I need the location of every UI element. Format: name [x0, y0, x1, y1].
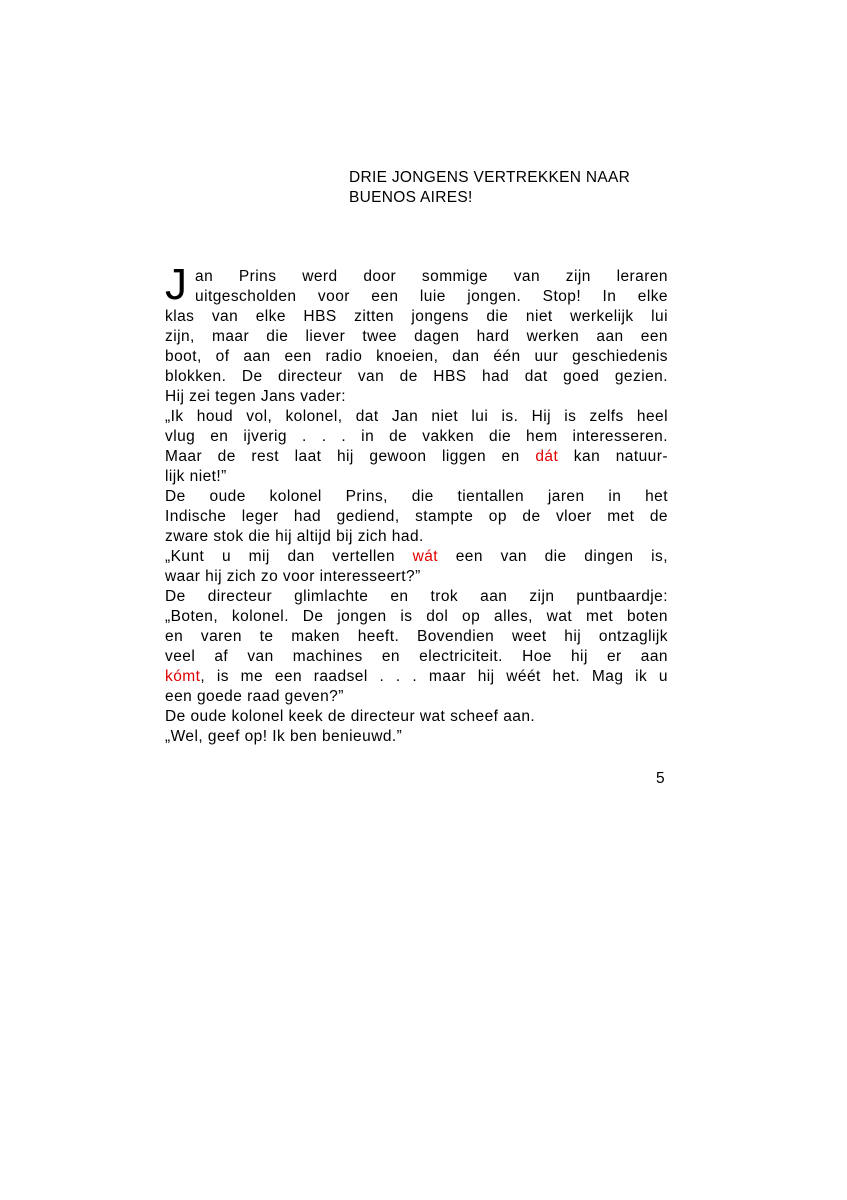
body-text — [165, 260, 668, 747]
text-line: veel af van machines en electriciteit. Hoe hij er aan — [165, 648, 668, 665]
text-line: Hij zei tegen Jans vader: — [165, 388, 346, 405]
emphasis-word: kómt — [165, 668, 201, 685]
text-segment: „Kunt u mij dan vertellen — [165, 548, 413, 565]
text-line: Indische leger had gediend, stampte op de vloer met de — [165, 508, 668, 525]
text-line: lijk niet!” — [165, 468, 227, 485]
chapter-title-line-2: BUENOS AIRES! — [349, 189, 473, 206]
page-number: 5 — [656, 770, 665, 787]
text-segment: een van die dingen is, — [438, 548, 668, 565]
text-line: zware stok die hij altijd bij zich had. — [165, 528, 424, 545]
text-segment: , is me een raadsel . . . maar hij wéét het. Mag ik u — [200, 668, 668, 685]
text-line: vlug en ijverig . . . in de vakken die hem interesseren. — [165, 428, 668, 445]
text-line — [165, 447, 668, 467]
text-line: De oude kolonel keek de directeur wat scheef aan. — [165, 708, 536, 725]
text-line: „Boten, kolonel. De jongen is dol op alles, wat met boten — [165, 608, 668, 625]
text-line: zijn, maar die liever twee dagen hard werken aan een — [165, 328, 668, 345]
text-line: De directeur glimlachte en trok aan zijn puntbaardje: — [165, 588, 668, 605]
text-line: De oude kolonel Prins, die tientallen jaren in het — [165, 488, 668, 505]
text-line: waar hij zich zo voor interesseert?” — [165, 568, 421, 585]
text-line: „Ik houd vol, kolonel, dat Jan niet lui is. Hij is zelfs heel — [165, 408, 668, 425]
text-line — [165, 667, 668, 687]
chapter-title-line-1: DRIE JONGENS VERTREKKEN NAAR — [349, 169, 631, 186]
drop-cap: J — [165, 260, 188, 309]
text-line: en varen te maken heeft. Bovendien weet hij ontzaglijk — [165, 628, 668, 645]
text-line: een goede raad geven?” — [165, 688, 344, 705]
text-line: an Prins werd door sommige van zijn leraren — [195, 268, 668, 285]
emphasis-word: wát — [412, 548, 439, 565]
chapter-title — [349, 168, 679, 208]
text-line: „Wel, geef op! Ik ben benieuwd.” — [165, 728, 403, 745]
text-segment: Maar de rest laat hij gewoon liggen en — [165, 448, 536, 465]
text-segment: kan natuur- — [558, 448, 668, 465]
text-line: klas van elke HBS zitten jongens die niet werkelijk lui — [165, 308, 668, 325]
text-line: blokken. De directeur van de HBS had dat goed gezien. — [165, 368, 668, 385]
emphasis-word: dát — [535, 448, 559, 465]
text-line: uitgescholden voor een luie jongen. Stop! In elke — [195, 288, 668, 305]
text-line: boot, of aan een radio knoeien, dan één uur geschiedenis — [165, 348, 668, 365]
text-line — [165, 547, 668, 567]
